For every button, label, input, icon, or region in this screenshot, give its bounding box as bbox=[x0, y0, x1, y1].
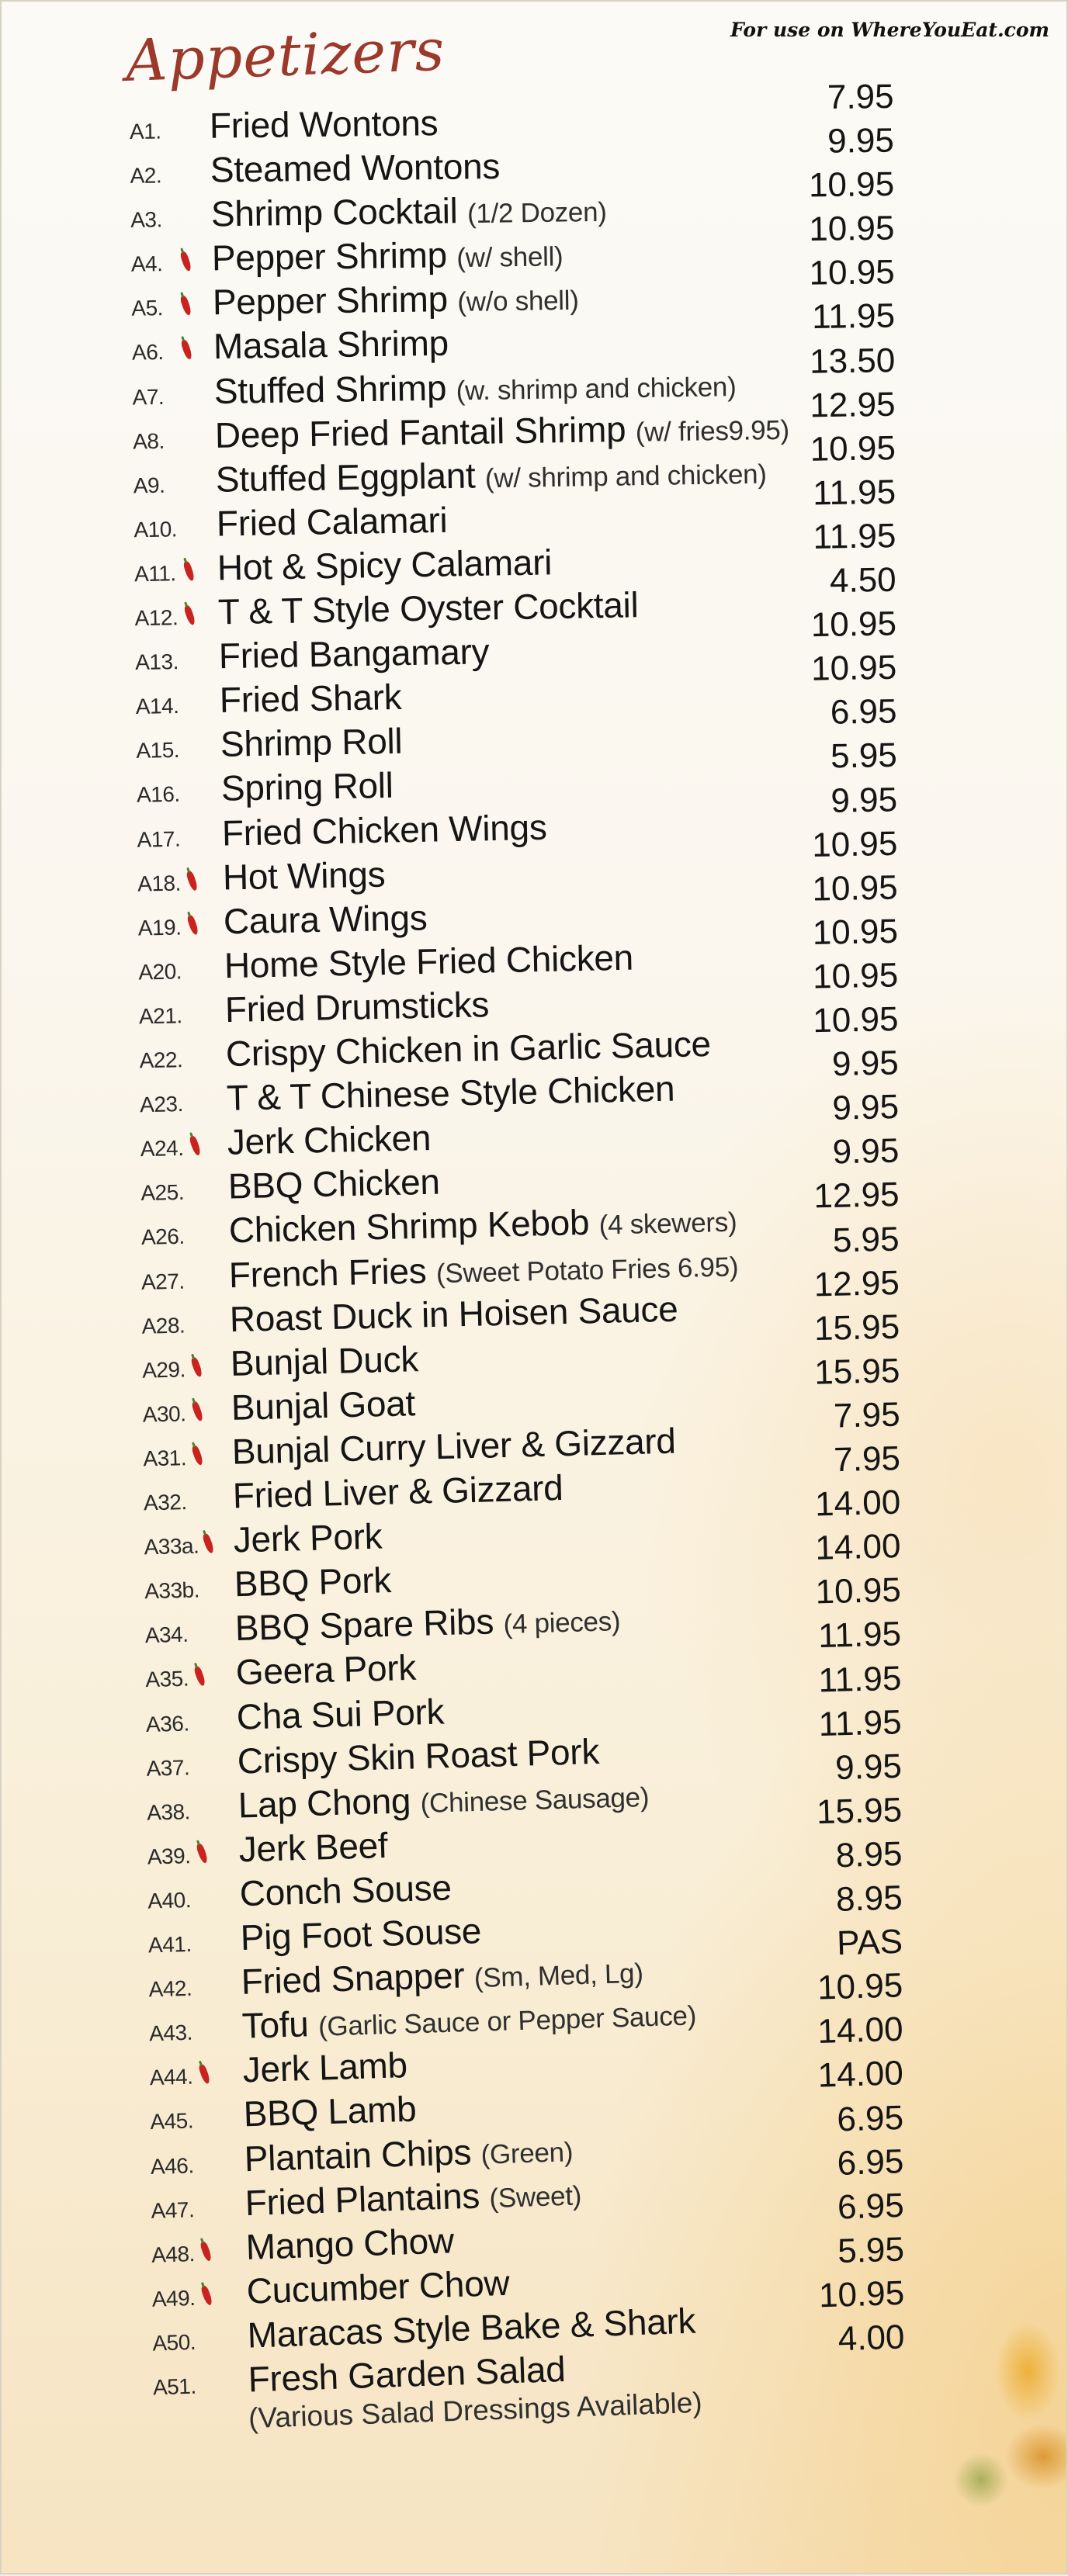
item-name bbox=[212, 233, 563, 279]
item-price: 10.95 bbox=[810, 648, 897, 688]
item-price: 10.95 bbox=[817, 1966, 903, 2007]
item-code: A15. bbox=[136, 738, 180, 763]
item-name bbox=[238, 1824, 388, 1870]
item-note: (w/o shell) bbox=[457, 286, 579, 318]
item-code: A24. bbox=[140, 1136, 184, 1162]
item-price: 9.95 bbox=[827, 121, 895, 161]
item-code: A2. bbox=[130, 163, 162, 189]
item-name-text: Jerk Chicken bbox=[227, 1117, 432, 1162]
item-price: 10.95 bbox=[808, 209, 895, 249]
item-code: A25. bbox=[140, 1180, 185, 1206]
item-code: A11. bbox=[134, 561, 176, 587]
item-code: A9. bbox=[133, 473, 165, 498]
item-price: 5.95 bbox=[837, 2230, 905, 2270]
item-code: A33b. bbox=[144, 1577, 200, 1604]
item-name-text: Stuffed Eggplant bbox=[215, 455, 476, 500]
item-price: 6.95 bbox=[830, 692, 897, 732]
item-price: 15.95 bbox=[813, 1307, 900, 1348]
item-name bbox=[245, 2219, 455, 2268]
item-price: 9.95 bbox=[834, 1747, 903, 1787]
item-code: A51. bbox=[152, 2373, 197, 2400]
item-name bbox=[239, 1866, 452, 1914]
item-price: 8.95 bbox=[835, 1878, 903, 1919]
item-note: (w/ shrimp and chicken) bbox=[484, 459, 767, 494]
item-name-text: Tofu bbox=[241, 2003, 310, 2046]
item-price: 14.00 bbox=[817, 2054, 904, 2096]
item-price: 15.95 bbox=[816, 1791, 903, 1832]
item-name-text: T & T Chinese Style Chicken bbox=[226, 1068, 675, 1118]
item-name-text: Deep Fried Fantail Shrimp bbox=[214, 408, 626, 455]
item-name-text: Chicken Shrimp Kebob bbox=[228, 1202, 590, 1251]
item-code: A22. bbox=[139, 1047, 183, 1073]
item-name-text: Bunjal Goat bbox=[231, 1382, 416, 1428]
item-note: (Sweet Potato Fries 6.95) bbox=[435, 1251, 739, 1289]
item-price: 11.95 bbox=[818, 1702, 903, 1743]
item-code: A48. bbox=[151, 2241, 196, 2267]
item-price: 10.95 bbox=[812, 868, 899, 909]
item-name-text: Fried Wontons bbox=[209, 102, 439, 146]
item-price: 11.95 bbox=[811, 297, 896, 337]
item-name-text: BBQ Lamb bbox=[242, 2089, 418, 2135]
item-code: A20. bbox=[138, 959, 182, 985]
item-name bbox=[234, 1559, 391, 1605]
item-name bbox=[218, 630, 489, 677]
item-code: A18. bbox=[137, 871, 182, 896]
item-name-text: Jerk Beef bbox=[238, 1824, 389, 1870]
item-code: A27. bbox=[140, 1269, 185, 1294]
item-code: A31. bbox=[143, 1446, 187, 1471]
item-price: 9.95 bbox=[831, 1088, 900, 1128]
item-name-text: Fried Shark bbox=[219, 677, 402, 721]
item-name-text: Home Style Fried Chicken bbox=[224, 937, 634, 986]
item-price: 10.95 bbox=[808, 165, 895, 205]
item-price: 10.95 bbox=[810, 428, 896, 469]
item-name-text: Roast Duck in Hoisen Sauce bbox=[229, 1288, 679, 1339]
item-note: (w. shrimp and chicken) bbox=[456, 371, 737, 406]
hot-pepper-icon bbox=[191, 1401, 204, 1422]
item-code: A4. bbox=[130, 251, 163, 277]
item-code: A6. bbox=[131, 340, 164, 365]
item-name-text: Fried Chicken Wings bbox=[221, 806, 547, 853]
item-name bbox=[222, 853, 385, 898]
item-code: A43. bbox=[148, 2020, 193, 2046]
item-name bbox=[242, 2044, 408, 2090]
item-note: (1/2 Dozen) bbox=[466, 196, 607, 230]
item-code: A13. bbox=[134, 649, 179, 675]
item-code: A10. bbox=[134, 517, 178, 542]
item-name bbox=[225, 1023, 711, 1075]
item-name bbox=[219, 676, 401, 721]
hot-pepper-icon bbox=[186, 914, 199, 936]
item-code: A45. bbox=[149, 2108, 194, 2135]
item-code: A49. bbox=[151, 2285, 196, 2311]
item-price: 8.95 bbox=[835, 1834, 903, 1875]
item-name-text: T & T Style Oyster Cocktail bbox=[217, 584, 639, 632]
item-name bbox=[220, 764, 394, 809]
item-name-text: Cucumber Chow bbox=[245, 2262, 511, 2311]
item-code: A47. bbox=[151, 2197, 195, 2223]
item-name-text: Conch Souse bbox=[239, 1867, 453, 1914]
item-code: A41. bbox=[147, 1931, 192, 1958]
item-code: A3. bbox=[130, 207, 162, 233]
item-price: 9.95 bbox=[832, 1131, 900, 1172]
item-price: 11.95 bbox=[817, 1659, 902, 1700]
item-name bbox=[216, 499, 447, 545]
item-name-text: Fried Liver & Gizzard bbox=[232, 1466, 564, 1516]
item-code: A32. bbox=[143, 1490, 188, 1515]
item-code: A19. bbox=[137, 915, 182, 940]
item-name-text: Shrimp Roll bbox=[220, 721, 403, 765]
item-name bbox=[227, 1161, 440, 1207]
item-price: 11.95 bbox=[817, 1615, 902, 1656]
item-name-text: Fresh Garden Salad bbox=[247, 2348, 567, 2400]
item-price: 10.95 bbox=[812, 956, 899, 996]
item-note: (Green) bbox=[480, 2136, 574, 2170]
item-price: 7.95 bbox=[827, 77, 894, 116]
item-name bbox=[232, 1466, 563, 1517]
item-name bbox=[235, 1646, 417, 1693]
item-name bbox=[236, 1690, 445, 1737]
item-name bbox=[211, 188, 607, 235]
item-name-text: Spring Roll bbox=[220, 765, 394, 809]
item-price: 10.95 bbox=[815, 1570, 902, 1612]
item-price: 12.95 bbox=[813, 1175, 900, 1216]
item-code: A16. bbox=[136, 782, 180, 808]
item-name-text: Lap Chong bbox=[238, 1780, 411, 1826]
item-code: A42. bbox=[148, 1975, 192, 2002]
item-code: A37. bbox=[146, 1754, 190, 1781]
item-price: 10.95 bbox=[810, 604, 897, 645]
item-name bbox=[226, 1068, 674, 1119]
item-name-text: Crispy Skin Roast Pork bbox=[237, 1730, 600, 1781]
item-price: 4.50 bbox=[829, 560, 897, 601]
item-price: 9.95 bbox=[830, 780, 898, 820]
item-name-text: Maracas Style Bake & Shark bbox=[246, 2300, 696, 2356]
item-name-text: Pepper Shrimp bbox=[211, 234, 448, 279]
item-code: A5. bbox=[131, 296, 164, 321]
item-name bbox=[224, 983, 489, 1030]
item-name-text: Bunjal Duck bbox=[230, 1338, 419, 1383]
item-name-text: Jerk Lamb bbox=[241, 2045, 408, 2090]
item-code: A8. bbox=[132, 428, 165, 454]
item-code: A21. bbox=[138, 1003, 182, 1029]
item-name bbox=[216, 449, 767, 500]
item-code: A26. bbox=[140, 1224, 185, 1250]
item-name bbox=[220, 720, 402, 765]
item-code: A44. bbox=[149, 2064, 193, 2090]
item-name bbox=[246, 2262, 510, 2312]
item-name-text: BBQ Pork bbox=[234, 1560, 392, 1605]
item-name-text: Fried Drumsticks bbox=[224, 984, 490, 1030]
hot-pepper-icon bbox=[189, 1135, 202, 1157]
item-price: 5.95 bbox=[832, 1220, 900, 1260]
hot-pepper-icon bbox=[186, 870, 199, 892]
item-code: A12. bbox=[134, 605, 179, 631]
item-name bbox=[213, 276, 579, 323]
item-name bbox=[210, 102, 439, 147]
item-name-text: Fried Bangamary bbox=[218, 631, 490, 677]
item-note: (Sweet) bbox=[488, 2180, 582, 2214]
item-name-text: Fried Plantains bbox=[244, 2175, 480, 2223]
item-price: 15.95 bbox=[813, 1351, 900, 1392]
footer-note: (Various Salad Dressings Available) bbox=[248, 2386, 703, 2435]
item-price: 10.95 bbox=[812, 1000, 899, 1040]
item-name bbox=[227, 1117, 431, 1163]
item-name-text: French Fries bbox=[228, 1250, 427, 1295]
item-name-text: Plantain Chips bbox=[243, 2131, 472, 2179]
item-price: 6.95 bbox=[836, 2141, 905, 2183]
item-name bbox=[223, 896, 428, 942]
item-name bbox=[233, 1515, 383, 1561]
hot-pepper-icon bbox=[183, 604, 196, 626]
item-name bbox=[230, 1338, 418, 1384]
hot-pepper-icon bbox=[201, 1533, 214, 1555]
item-code: A34. bbox=[144, 1622, 189, 1648]
item-price: 10.95 bbox=[818, 2273, 905, 2315]
hot-pepper-icon bbox=[191, 1445, 204, 1466]
item-name bbox=[221, 805, 547, 853]
item-code: A7. bbox=[132, 384, 165, 410]
item-code: A28. bbox=[141, 1313, 186, 1338]
item-name bbox=[224, 937, 633, 987]
item-code: A14. bbox=[135, 694, 179, 719]
item-price: 7.95 bbox=[833, 1439, 901, 1480]
item-name-text: Pig Foot Souse bbox=[240, 1910, 482, 1958]
item-name bbox=[215, 405, 790, 455]
menu-list bbox=[2, 2, 1068, 2576]
item-name bbox=[217, 583, 638, 632]
item-name-text: BBQ Chicken bbox=[227, 1161, 441, 1207]
hot-pepper-icon bbox=[182, 560, 196, 582]
item-code: A35. bbox=[145, 1667, 189, 1692]
item-name bbox=[210, 145, 501, 191]
item-note: (Chinese Sausage) bbox=[420, 1781, 650, 1819]
item-code: A23. bbox=[139, 1092, 184, 1117]
item-name-text: BBQ Spare Ribs bbox=[234, 1601, 494, 1649]
item-price: 12.95 bbox=[810, 385, 896, 425]
item-price: 7.95 bbox=[833, 1395, 901, 1435]
item-code: A40. bbox=[147, 1887, 192, 1913]
item-name-text: Steamed Wontons bbox=[210, 146, 501, 190]
item-note: (Sm, Med, Lg) bbox=[473, 1958, 644, 1994]
item-name bbox=[243, 2088, 417, 2135]
item-name-text: Stuffed Shrimp bbox=[213, 367, 447, 411]
item-name-text: Fried Snapper bbox=[241, 1955, 466, 2002]
item-note: (w/ fries9.95) bbox=[635, 414, 790, 448]
item-code: A30. bbox=[142, 1401, 186, 1427]
item-name-text: Crispy Chicken in Garlic Sauce bbox=[225, 1023, 712, 1075]
section-title: Appetizers bbox=[124, 16, 446, 95]
item-code: A38. bbox=[146, 1799, 191, 1825]
item-price: 4.00 bbox=[837, 2318, 906, 2359]
hot-pepper-icon bbox=[190, 1356, 203, 1378]
item-code: A36. bbox=[145, 1710, 190, 1736]
item-price: 11.95 bbox=[812, 473, 896, 513]
hot-pepper-icon bbox=[198, 2064, 211, 2086]
watermark: For use on WhereYouEat.com bbox=[730, 19, 1049, 41]
item-price: 11.95 bbox=[813, 517, 896, 556]
item-code: A46. bbox=[150, 2152, 195, 2179]
item-name-text: Jerk Pork bbox=[233, 1515, 383, 1560]
item-price: 6.95 bbox=[836, 2098, 904, 2139]
hot-pepper-icon bbox=[179, 251, 192, 272]
item-name-text: Hot Wings bbox=[222, 853, 386, 898]
item-price: 9.95 bbox=[831, 1044, 900, 1084]
item-price: 6.95 bbox=[837, 2186, 905, 2227]
item-code: A33a. bbox=[144, 1533, 199, 1560]
item-name bbox=[214, 362, 737, 412]
item-name bbox=[231, 1382, 415, 1428]
hot-pepper-icon bbox=[180, 339, 193, 361]
item-name-text: Shrimp Cocktail bbox=[210, 190, 458, 234]
item-code: A39. bbox=[147, 1843, 191, 1869]
hot-pepper-icon bbox=[193, 1666, 206, 1688]
item-name-text: Hot & Spicy Calamari bbox=[217, 542, 553, 588]
item-code: A50. bbox=[151, 2329, 196, 2356]
item-price: 10.95 bbox=[811, 824, 898, 864]
hot-pepper-icon bbox=[200, 2285, 213, 2307]
item-price: 12.95 bbox=[813, 1263, 900, 1304]
item-note: (w/ shell) bbox=[456, 241, 563, 274]
hot-pepper-icon bbox=[199, 2241, 213, 2263]
item-name-text: Caura Wings bbox=[223, 897, 428, 942]
item-price: 14.00 bbox=[814, 1483, 901, 1524]
item-name bbox=[234, 1597, 621, 1649]
item-name bbox=[213, 322, 449, 367]
item-name-text: Geera Pork bbox=[235, 1647, 417, 1693]
item-price: 10.95 bbox=[809, 253, 896, 293]
item-name-text: Fried Calamari bbox=[216, 499, 448, 544]
item-note: (4 skewers) bbox=[598, 1207, 737, 1241]
hot-pepper-icon bbox=[196, 1843, 209, 1864]
item-name bbox=[217, 541, 552, 588]
item-name bbox=[240, 1909, 482, 1958]
item-price: 5.95 bbox=[830, 736, 898, 776]
item-price: 14.00 bbox=[817, 2010, 904, 2051]
item-note: (4 pieces) bbox=[503, 1606, 621, 1640]
item-price: 14.00 bbox=[814, 1527, 902, 1568]
item-name-text: Masala Shrimp bbox=[213, 323, 449, 367]
hot-pepper-icon bbox=[179, 295, 192, 317]
item-code: A1. bbox=[129, 119, 161, 144]
item-name-text: Bunjal Curry Liver & Gizzard bbox=[231, 1420, 677, 1472]
item-code: A29. bbox=[141, 1357, 186, 1383]
item-price: 13.50 bbox=[809, 341, 896, 381]
item-price: 10.95 bbox=[812, 912, 899, 952]
item-name-text: Pepper Shrimp bbox=[212, 279, 449, 323]
item-code: A17. bbox=[137, 826, 181, 852]
item-name-text: Mango Chow bbox=[244, 2220, 455, 2267]
item-price: PAS bbox=[836, 1922, 903, 1963]
item-note: (Garlic Sauce or Pepper Sauce) bbox=[317, 2000, 697, 2043]
item-name-text: Cha Sui Pork bbox=[236, 1691, 445, 1737]
